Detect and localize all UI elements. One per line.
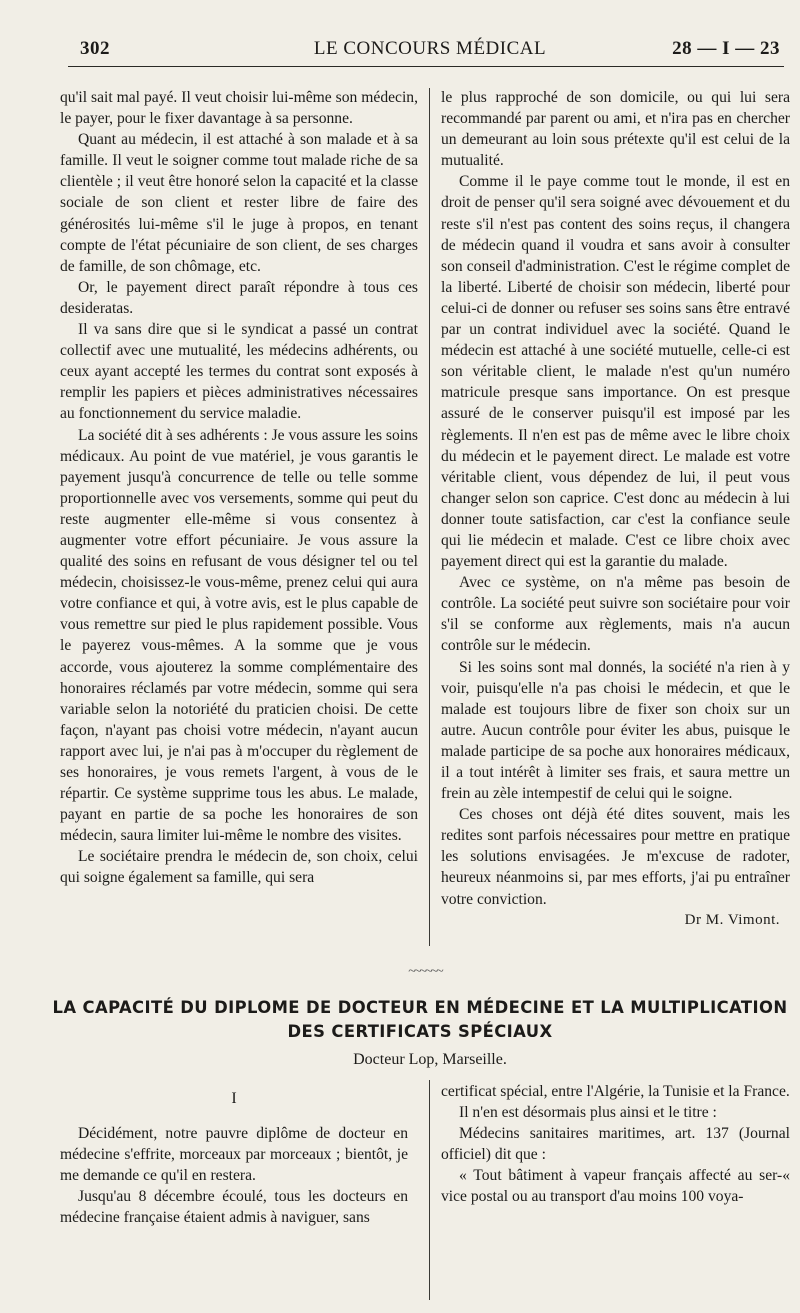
paragraph: « Tout bâtiment à vapeur français affecté au ser-« vice postal ou au transport d'au moins 100 voya- bbox=[441, 1167, 790, 1206]
paragraph: Il va sans dire que si le syndicat a passé un contrat collectif avec une mutualité, les médecins adhérents, ou ceux ayant accepté les termes du contrat sont exposés à remplir les papiers et pièces administratives nécessaires au fonctionnement du service maladie. bbox=[60, 321, 418, 423]
paragraph: Il n'en est désormais plus ainsi et le titre : bbox=[459, 1104, 717, 1122]
author-signature: Dr M. Vimont. bbox=[684, 912, 780, 928]
section-number: I bbox=[231, 1090, 237, 1107]
paragraph: Avec ce système, on n'a même pas besoin de contrôle. La société peut suivre son sociétaire pour voir s'il se conforme aux règlements, mais n'a aucun contrôle sur le médecin. bbox=[441, 574, 790, 655]
header-rule bbox=[68, 66, 784, 67]
section-separator: ~~~~~~ bbox=[408, 964, 442, 979]
paragraph: La société dit à ses adhérents : Je vous assure les soins médicaux. Au point de vue matériel, je vous garantis le payement jusqu'à concurrence de telle ou telle somme proportionnelle avec vos versements, somme qui peut du reste augmenter elle-même si vous consentez à augmenter votre effort pécuniaire. Je vous assure la qualité des soins en refusant de vous désigner tel ou tel médecin, choisissez-le vous-même, prenez celui qui aura votre confiance et qui, à votre avis, est le plus capable de vous remettre sur pied le plus rapidement possible. Vous le payerez vous-mêmes. A la somme que je vous accorde, vous ajouterez la somme complémentaire des honoraires réclamés par votre médecin, somme qui sera variable selon la notoriété du praticien choisi. De cette façon, n'ayant pas choisi votre médecin, n'ayant aucun rapport avec lui, je n'ai pas à m'occuper du règlement de ses honoraires, je vous remets l'argent, à vous de le répartir. Ce système supprime tous les abus. Le malade, payant en partie de sa poche les honoraires de son médecin, saura limiter lui-même le nombre des visites. bbox=[60, 426, 418, 845]
title-line: LA CAPACITÉ DU DIPLOME DE DOCTEUR EN MÉDECINE ET LA MULTIPLICATION bbox=[52, 998, 788, 1017]
title-line: DES CERTIFICATS SPÉCIAUX bbox=[287, 1022, 553, 1041]
paragraph: le plus rapproché de son domicile, ou qui lui sera recommandé par parent ou ami, et n'ira pas en chercher un demeurant au loin sous prétexte qu'il est celui de la mutualité. bbox=[441, 89, 790, 170]
page-number: 302 bbox=[80, 38, 110, 59]
byline: Docteur Lop, Marseille. bbox=[353, 1051, 507, 1068]
paragraph: Décidément, notre pauvre diplôme de docteur en médecine s'effrite, morceaux par morceaux ; bientôt, je me demande ce qu'il en restera. bbox=[60, 1125, 408, 1185]
article-title bbox=[40, 996, 800, 1044]
article1-left-column bbox=[60, 87, 418, 889]
column-divider bbox=[429, 1080, 430, 1300]
article2-left-column bbox=[60, 1123, 408, 1228]
article2-right-column bbox=[441, 1081, 790, 1208]
paragraph: Jusqu'au 8 décembre écoulé, tous les docteurs en médecine française étaient admis à naviguer, sans bbox=[60, 1188, 408, 1227]
paragraph: Médecins sanitaires maritimes, art. 137 (Journal officiel) dit que : bbox=[441, 1125, 790, 1164]
paragraph: Si les soins sont mal donnés, la société n'a rien à y voir, puisqu'elle n'a pas choisi le médecin, et que le malade est toujours libre de fixer son choix sur un autre. Aucun contrôle pour éviter les abus, puisque le malade participe de sa poche aux honoraires médicaux, il a tout intérêt à limiter ses frais, et saura mettre un frein au zèle intempestif de celui qui le soigne. bbox=[441, 658, 790, 803]
paragraph: Comme il le paye comme tout le monde, il est en droit de penser qu'il sera soigné avec dévouement et du reste s'il n'est pas content des soins reçus, il changera de médecin quand il voudra et sans avoir à consulter son conseil d'administration. C'est le régime complet de la liberté. Liberté de choisir son médecin, liberté pour celui-ci de donner ou refuser ses soins sans être entravé par un contrat individuel avec la société. Quand le médecin est attaché à une société mutuelle, celle-ci est son véritable client, le malade n'est qu'un numéro matricule presque sans importance. On est presque assuré de le conserver puisqu'il est imposé par les règlements. Il n'en est pas de même avec le libre choix du médecin et le payement direct. Le malade est votre véritable client, vous dépendez de lui, il peut vous changer selon son caprice. C'est donc au médecin à lui donner toute satisfaction, car c'est la confiance seule qui lie médecin et malade. C'est ce libre choix avec payement direct qui est la garantie du malade. bbox=[441, 173, 790, 571]
paragraph: Ces choses ont déjà été dites souvent, mais les redites sont parfois nécessaires pour mettre en pratique les solutions envisagées. Je m'excuse de radoter, heureux néanmoins si, par mes efforts, j'ai pu entraîner votre conviction. bbox=[441, 806, 790, 908]
column-divider bbox=[429, 88, 430, 946]
paragraph: certificat spécial, entre l'Algérie, la Tunisie et la France. bbox=[441, 1083, 790, 1100]
issue-date: 28 — I — 23 bbox=[672, 38, 780, 59]
journal-title: LE CONCOURS MÉDICAL bbox=[313, 38, 547, 59]
paragraph: Quant au médecin, il est attaché à son malade et à sa famille. Il veut le soigner comme tout malade riche de sa clientèle ; il veut être honoré selon la capacité et la classe sociale de son client et rester libre de faire des générosités lui-même s'il le juge à propos, en tenant compte de l'état pécuniaire de son client, de ses charges de famille, de son chômage, etc. bbox=[60, 131, 418, 275]
paragraph: Or, le payement direct paraît répondre à tous ces desideratas. bbox=[60, 278, 418, 317]
paragraph: Le sociétaire prendra le médecin de, son choix, celui qui soigne également sa famille, qui sera bbox=[60, 848, 418, 887]
running-header bbox=[80, 34, 780, 64]
article1-right-column bbox=[441, 87, 790, 910]
paragraph: qu'il sait mal payé. Il veut choisir lui-même son médecin, le payer, pour le fixer davantage à sa personne. bbox=[60, 89, 418, 128]
